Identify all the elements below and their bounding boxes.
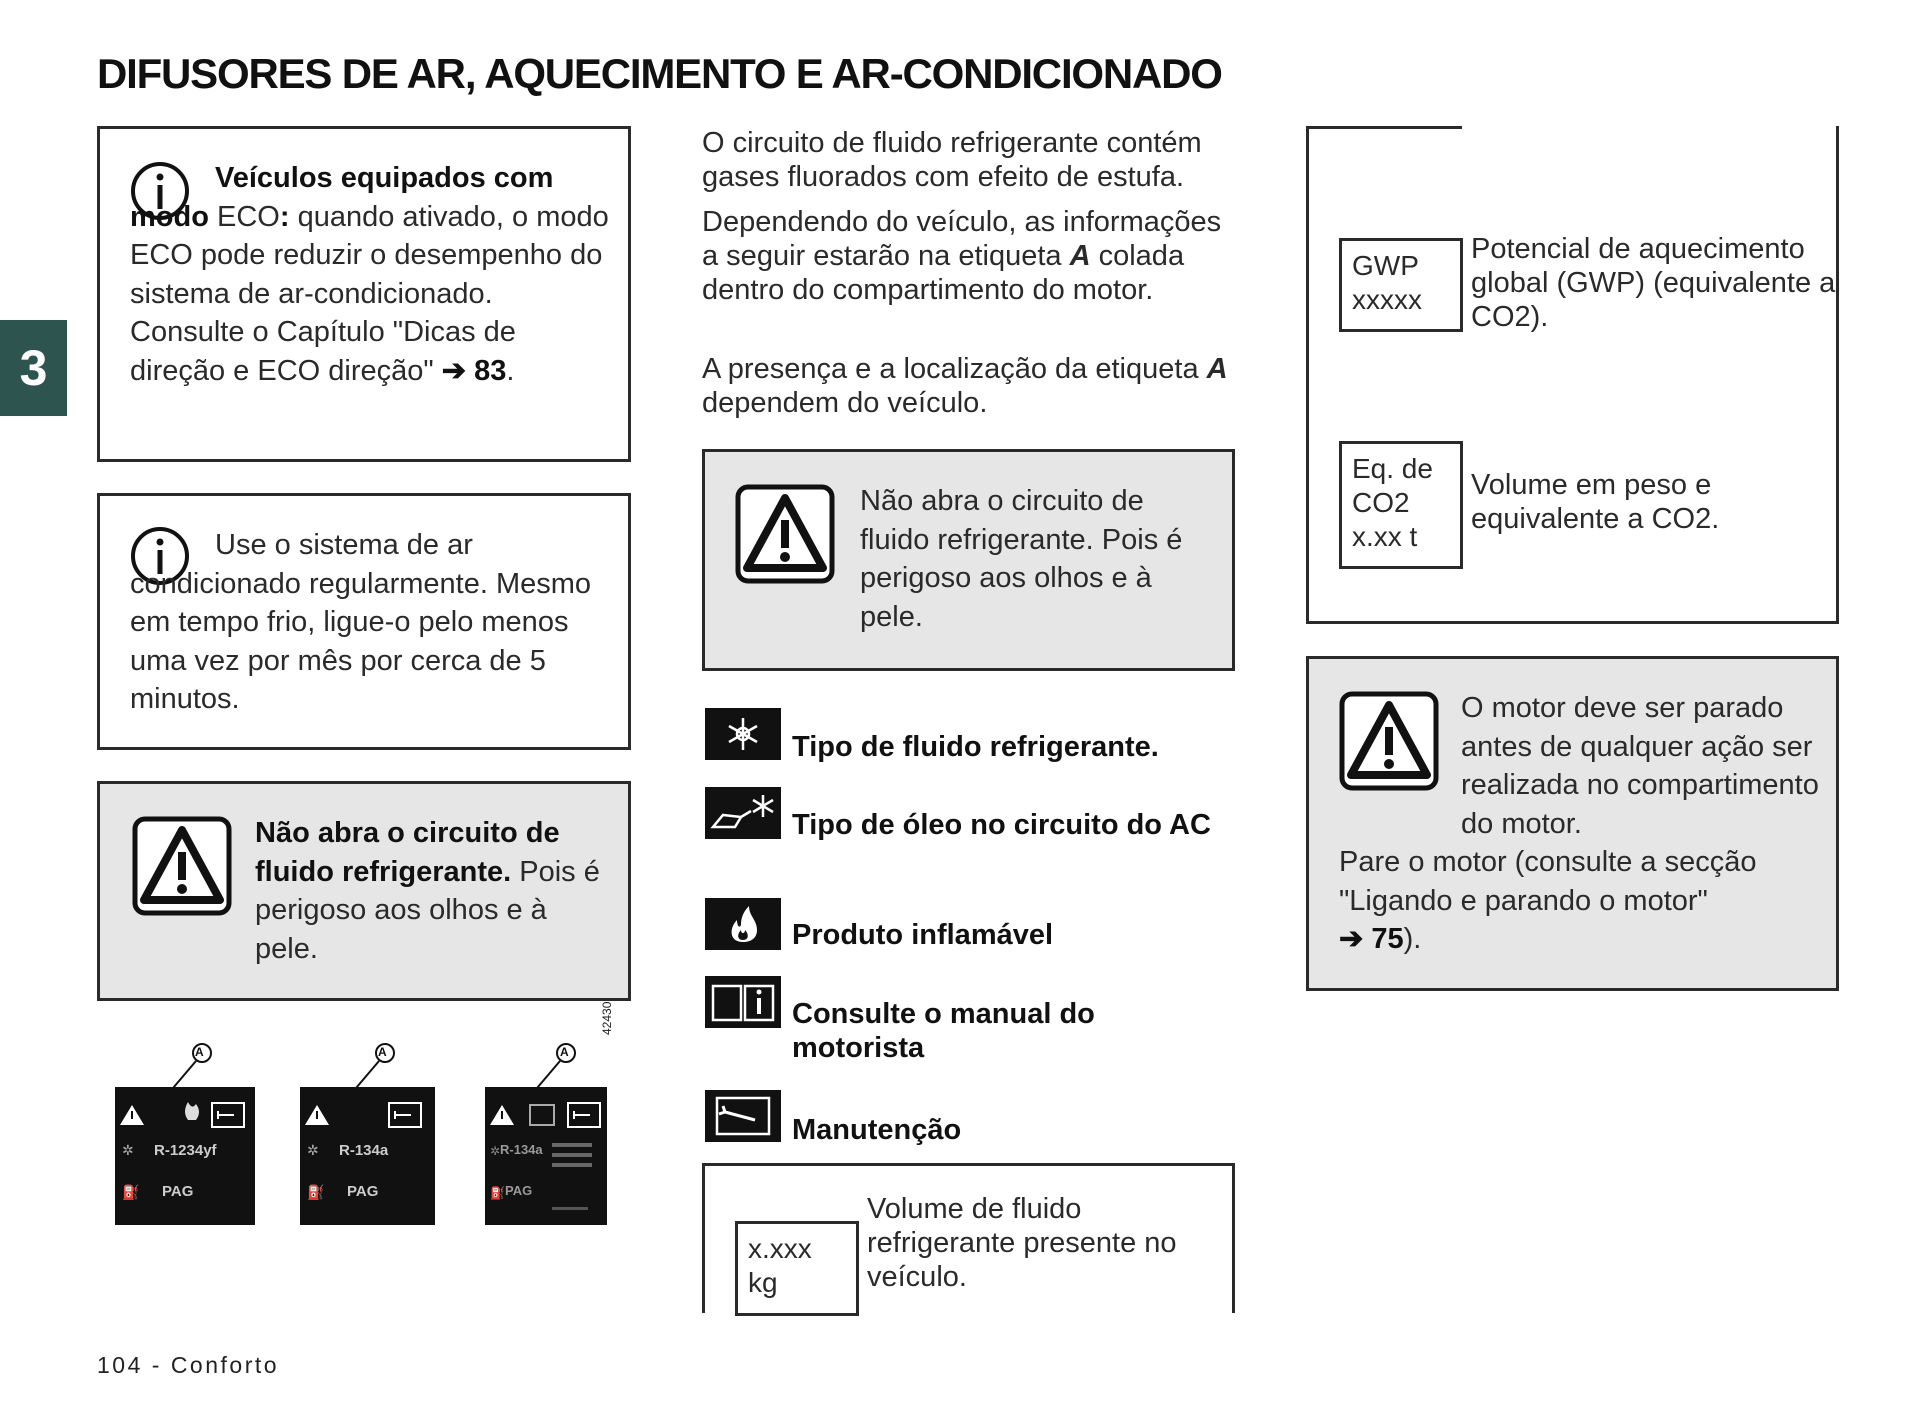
oil-can-icon xyxy=(705,787,781,839)
warning-circuit-text xyxy=(255,814,605,968)
p3-text-b: dependem do veículo. xyxy=(702,387,988,419)
eco-colon: : xyxy=(279,200,290,233)
warning-engine-body: Pare o motor (consulte a secção "Ligando e parando o motor" xyxy=(1339,846,1757,917)
svg-text:✲: ✲ xyxy=(122,1143,134,1159)
symbol-label-manual: Consulte o manual do motorista xyxy=(792,998,1095,1064)
p2-text-a: Dependendo do veículo, as informações a seguir estarão na etiqueta xyxy=(702,206,1222,272)
symbol-label-refrigerant: Tipo de fluido refrigerante. xyxy=(792,731,1159,763)
chapter-tab[interactable]: 3 xyxy=(0,320,67,416)
snowflake-icon xyxy=(705,708,781,760)
label-card-3 xyxy=(470,1035,610,1225)
volume-text: Volume de fluido refrigerante presente no veículo. xyxy=(867,1193,1177,1293)
symbol-label-flammable: Produto inflamável xyxy=(792,919,1054,951)
warning-circuit-body: Pois é perigoso aos olhos e à pele. xyxy=(255,855,600,965)
info-box-usage xyxy=(97,493,631,750)
co2-code-1: Eq. de xyxy=(1352,453,1433,484)
warning-box-engine xyxy=(1306,656,1839,991)
label-card-3-refrigerant: R-134a xyxy=(500,1142,543,1157)
label-card-3-oil: PAG xyxy=(505,1183,533,1198)
arrow-icon: ➔ xyxy=(441,354,467,387)
warning-box-circuit xyxy=(97,781,631,1001)
label-card-1-refrigerant: R-1234yf xyxy=(154,1142,217,1159)
co2-code-2: CO2 xyxy=(1352,487,1410,518)
info-eco-end: . xyxy=(506,354,515,387)
symbol-label-maintenance: Manutenção xyxy=(792,1114,962,1146)
co2-code-box xyxy=(1339,441,1463,569)
label-marker-a: A xyxy=(195,1045,204,1059)
warning-circuit-bold: Não abra o circuito de fluido refrigerante. xyxy=(255,817,560,888)
info-usage-text: Use o sistema de ar condicionado regularmente. Mesmo em tempo frio, ligue-o pelo menos uma vez por mês por cerca de 5 minutos. xyxy=(130,529,592,715)
label-info-box xyxy=(1306,126,1839,624)
eco-label: ECO xyxy=(217,200,280,233)
label-marker-a: A xyxy=(378,1045,387,1059)
volume-code-box: x.xxx kg xyxy=(735,1221,859,1316)
svg-text:⛽: ⛽ xyxy=(122,1185,140,1201)
warning-box-circuit-2 xyxy=(702,449,1235,671)
gwp-code-box xyxy=(1339,238,1463,332)
label-illustrations xyxy=(100,1001,640,1235)
warning-circuit-2-text: Não abra o circuito de fluido refrigerante. Pois é perigoso aos olhos e à pele. xyxy=(860,485,1183,633)
wrench-icon xyxy=(705,1090,781,1142)
co2-text: Volume em peso e equivalente a CO2. xyxy=(1471,469,1720,535)
warning-triangle-icon xyxy=(1339,691,1439,791)
intro-paragraph-2 xyxy=(702,205,1242,307)
p3-text-a: A presença e a localização da etiqueta xyxy=(702,353,1199,385)
page-title: DIFUSORES DE AR, AQUECIMENTO E AR-CONDICIONADO xyxy=(97,50,1222,97)
manual-book-icon xyxy=(705,976,781,1028)
info-eco-body: quando ativado, o modo ECO pode reduzir o desempenho do sistema de ar-condicionado. Consulte o Capítulo "Dicas de direção e ECO direção" xyxy=(130,200,609,387)
info-eco-text xyxy=(130,159,610,390)
svg-text:⛽: ⛽ xyxy=(307,1185,325,1201)
page-ref-83[interactable]: 83 xyxy=(474,354,507,387)
label-marker-a: A xyxy=(560,1045,569,1059)
info-eco-bold: Veículos equipados com modo xyxy=(130,162,554,233)
co2-code-3: x.xx t xyxy=(1352,521,1418,552)
label-a-ref: A xyxy=(1069,240,1091,272)
flame-icon xyxy=(705,898,781,950)
volume-box xyxy=(702,1163,1235,1313)
p2-text-b: colada dentro do compartimento do motor. xyxy=(702,240,1185,306)
warning-engine-text-1: O motor deve ser parado antes de qualquer ação ser realizada no compartimento do motor. xyxy=(1461,692,1819,840)
figure-code: 42430 xyxy=(600,1001,614,1035)
label-card-2-oil: PAG xyxy=(347,1183,379,1200)
intro-paragraph-1: O circuito de fluido refrigerante contém gases fluorados com efeito de estufa. xyxy=(702,127,1202,193)
svg-text:⛽: ⛽ xyxy=(490,1186,505,1200)
label-a-ref: A xyxy=(1206,353,1228,385)
intro-paragraph-3 xyxy=(702,352,1242,420)
warning-triangle-icon xyxy=(132,816,232,916)
warning-triangle-icon xyxy=(735,484,835,584)
gwp-code-1: GWP xyxy=(1352,250,1419,281)
label-card-1-oil: PAG xyxy=(162,1183,194,1200)
svg-text:✲: ✲ xyxy=(490,1144,501,1158)
symbol-label-oil xyxy=(792,808,1212,842)
arrow-icon: ➔ xyxy=(1339,923,1364,955)
gwp-code-2: xxxxx xyxy=(1352,284,1422,315)
warning-engine-text-2 xyxy=(1339,843,1809,959)
svg-text:✲: ✲ xyxy=(307,1143,319,1159)
label-card-2-refrigerant: R-134a xyxy=(339,1142,389,1159)
page-ref-75[interactable]: 75 xyxy=(1371,923,1404,955)
page-footer: 104 - Conforto xyxy=(97,1352,280,1378)
gwp-text: Potencial de aquecimento global (GWP) (equivalente a CO2). xyxy=(1471,233,1836,333)
warning-engine-end: ). xyxy=(1403,923,1422,955)
info-box-eco xyxy=(97,126,631,462)
symbol-label-oil-text: Tipo de óleo no circuito do AC xyxy=(792,809,1211,841)
